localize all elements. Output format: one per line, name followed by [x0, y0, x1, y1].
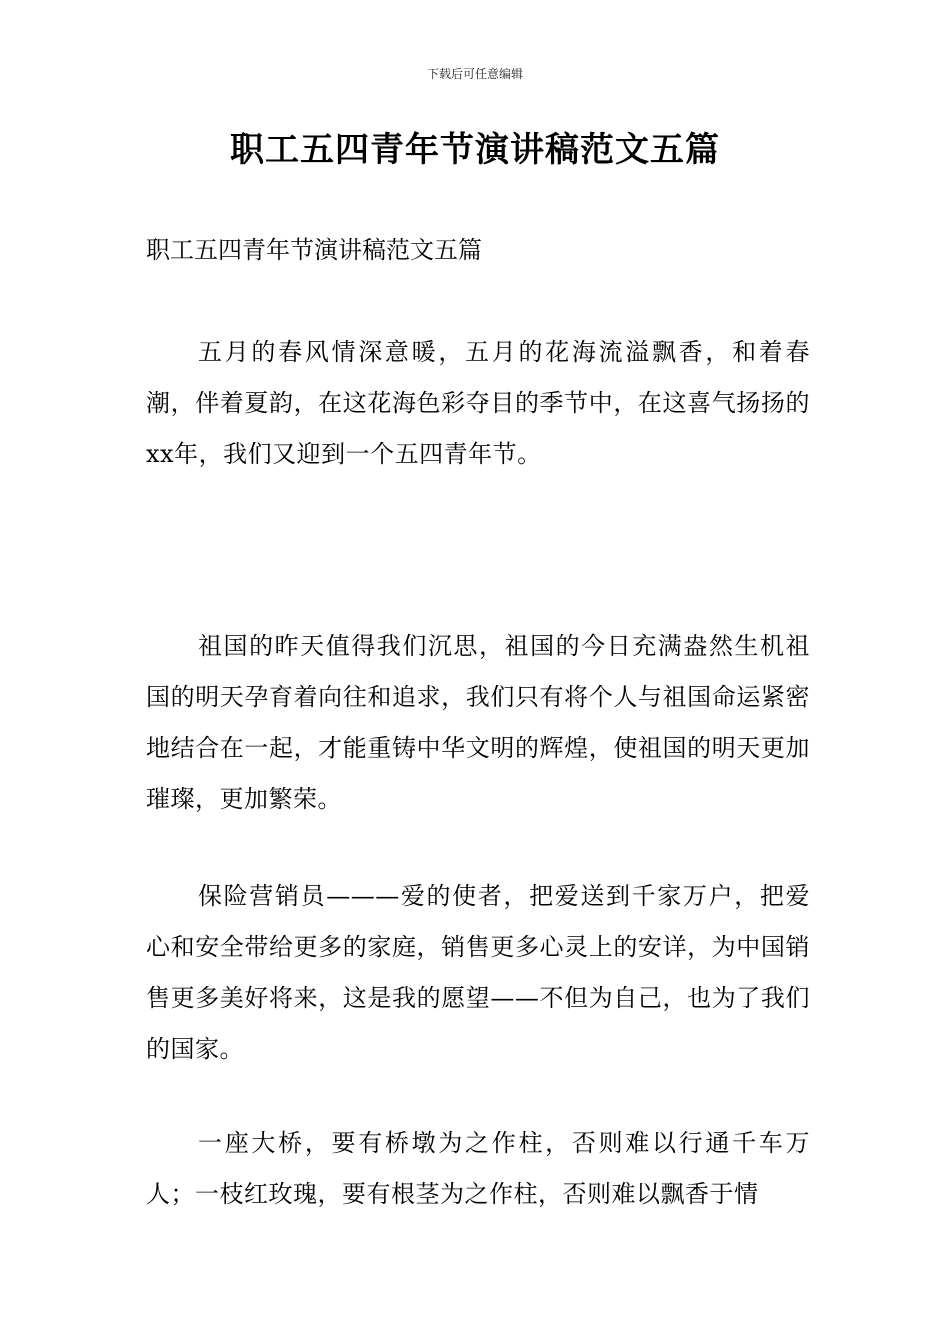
paragraph: 保险营销员———爱的使者，把爱送到千家万户，把爱心和安全带给更多的家庭，销售更多心灵上的安详，为中国销售更多美好将来，这是我的愿望——不但为自己，也为了我们的国家。 — [146, 882, 810, 1063]
paragraph: 五月的春风情深意暖，五月的花海流溢飘香，和着春潮，伴着夏韵，在这花海色彩夺目的季节中，在这喜气扬扬的xx年，我们又迎到一个五四青年节。 — [146, 338, 810, 468]
document-subtitle: 职工五四青年节演讲稿范文五篇 — [146, 236, 482, 264]
paragraph: 祖国的昨天值得我们沉思，祖国的今日充满盎然生机祖国的明天孕育着向往和追求，我们只有将个人与祖国命运紧密地结合在一起，才能重铸中华文明的辉煌，使祖国的明天更加璀璨，更加繁荣。 — [146, 632, 810, 813]
header-note: 下载后可任意编辑 — [426, 67, 523, 81]
document-title: 职工五四青年节演讲稿范文五篇 — [230, 130, 720, 170]
paragraph: 一座大桥，要有桥墩为之作柱，否则难以行通千车万人；一枝红玫瑰，要有根茎为之作柱，否则难以飘香于情 — [146, 1129, 810, 1208]
